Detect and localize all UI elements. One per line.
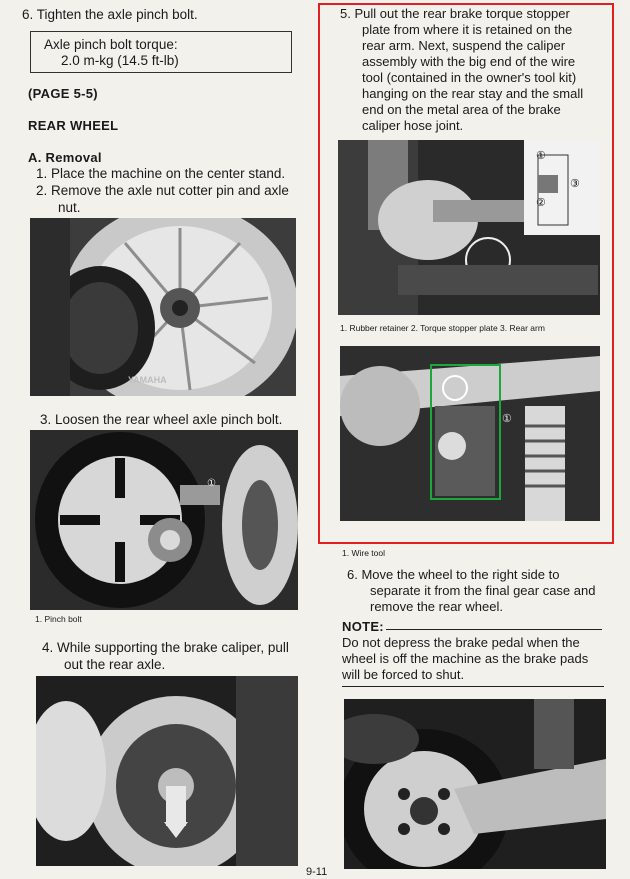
figure-pinch-bolt-photo (30, 430, 298, 610)
step-5-line-1: 5. Pull out the rear brake torque stopper (340, 6, 570, 21)
note-line-3: will be forced to shut. (342, 667, 465, 682)
step-5-line-4: assembly with the big end of the wire (362, 54, 576, 69)
step-5-line-7: end on the metal area of the brake (362, 102, 561, 117)
torque-stopper-illustration (338, 140, 600, 315)
step-3-loosen: 3. Loosen the rear wheel axle pinch bolt. (40, 412, 283, 427)
callout-wire-tool: ① (502, 413, 512, 425)
figure-torque-stopper-photo (338, 140, 600, 315)
step-4-line-1: 4. While supporting the brake caliper, pull (42, 640, 289, 655)
figure-axle-removal-photo (36, 676, 298, 866)
step-6-line-3: remove the rear wheel. (370, 599, 503, 614)
step-4-line-2: out the rear axle. (64, 657, 166, 672)
note-title: NOTE: (342, 619, 384, 634)
step-5-line-2: plate from where it is retained on the (362, 22, 573, 37)
note-line-1: Do not depress the brake pedal when the (342, 635, 580, 650)
axle-nut-illustration (30, 218, 296, 396)
step-2-continuation: nut. (58, 200, 81, 215)
note-rule-bottom (342, 686, 604, 687)
pinch-bolt-illustration (30, 430, 298, 610)
step-5-line-5: tool (contained in the owner's tool kit) (362, 70, 577, 85)
axle-removal-illustration (36, 676, 298, 866)
step-5-line-6: hanging on the rear stay and the small (362, 86, 584, 101)
torque-label: Axle pinch bolt torque: (44, 37, 178, 52)
torque-spec-box (30, 31, 292, 73)
figure-wheel-removal-photo (344, 699, 606, 869)
figure-caption-torque-stopper: 1. Rubber retainer 2. Torque stopper plate 3. Rear arm (340, 323, 545, 333)
callout-3-rear-arm: ③ (570, 178, 580, 190)
torque-value: 2.0 m-kg (14.5 ft-lb) (61, 53, 179, 68)
step-6-line-2: separate it from the final gear case and (370, 583, 596, 598)
step-1-center-stand: 1. Place the machine on the center stand. (36, 166, 286, 181)
callout-1-rubber-retainer: ① (536, 150, 546, 162)
step-6-tighten: 6. Tighten the axle pinch bolt. (22, 7, 198, 22)
page-number: 9-11 (306, 866, 328, 878)
note-line-2: wheel is off the machine as the brake pads (342, 651, 589, 666)
note-rule-top (386, 629, 602, 630)
step-5-line-3: rear arm. Next, suspend the caliper (362, 38, 566, 53)
subsection-title: A. Removal (28, 150, 102, 165)
step-6-line-1: 6. Move the wheel to the right side to (347, 567, 560, 582)
step-2-remove-nut: 2. Remove the axle nut cotter pin and axle (36, 183, 289, 198)
figure-caption-wire-tool: 1. Wire tool (342, 548, 385, 558)
page-reference: (PAGE 5-5) (28, 86, 98, 101)
pinch-bolt-callout: ① (207, 478, 216, 489)
section-title: REAR WHEEL (28, 118, 119, 133)
wheel-removal-illustration (344, 699, 606, 869)
figure-axle-nut-photo (30, 218, 296, 396)
callout-2-torque-plate: ② (536, 197, 546, 209)
highlight-green-box (430, 364, 501, 500)
yamaha-logo-text: YAMAHA (128, 375, 167, 385)
figure-caption-pinch-bolt: 1. Pinch bolt (35, 614, 82, 624)
step-5-line-8: caliper hose joint. (362, 118, 464, 133)
